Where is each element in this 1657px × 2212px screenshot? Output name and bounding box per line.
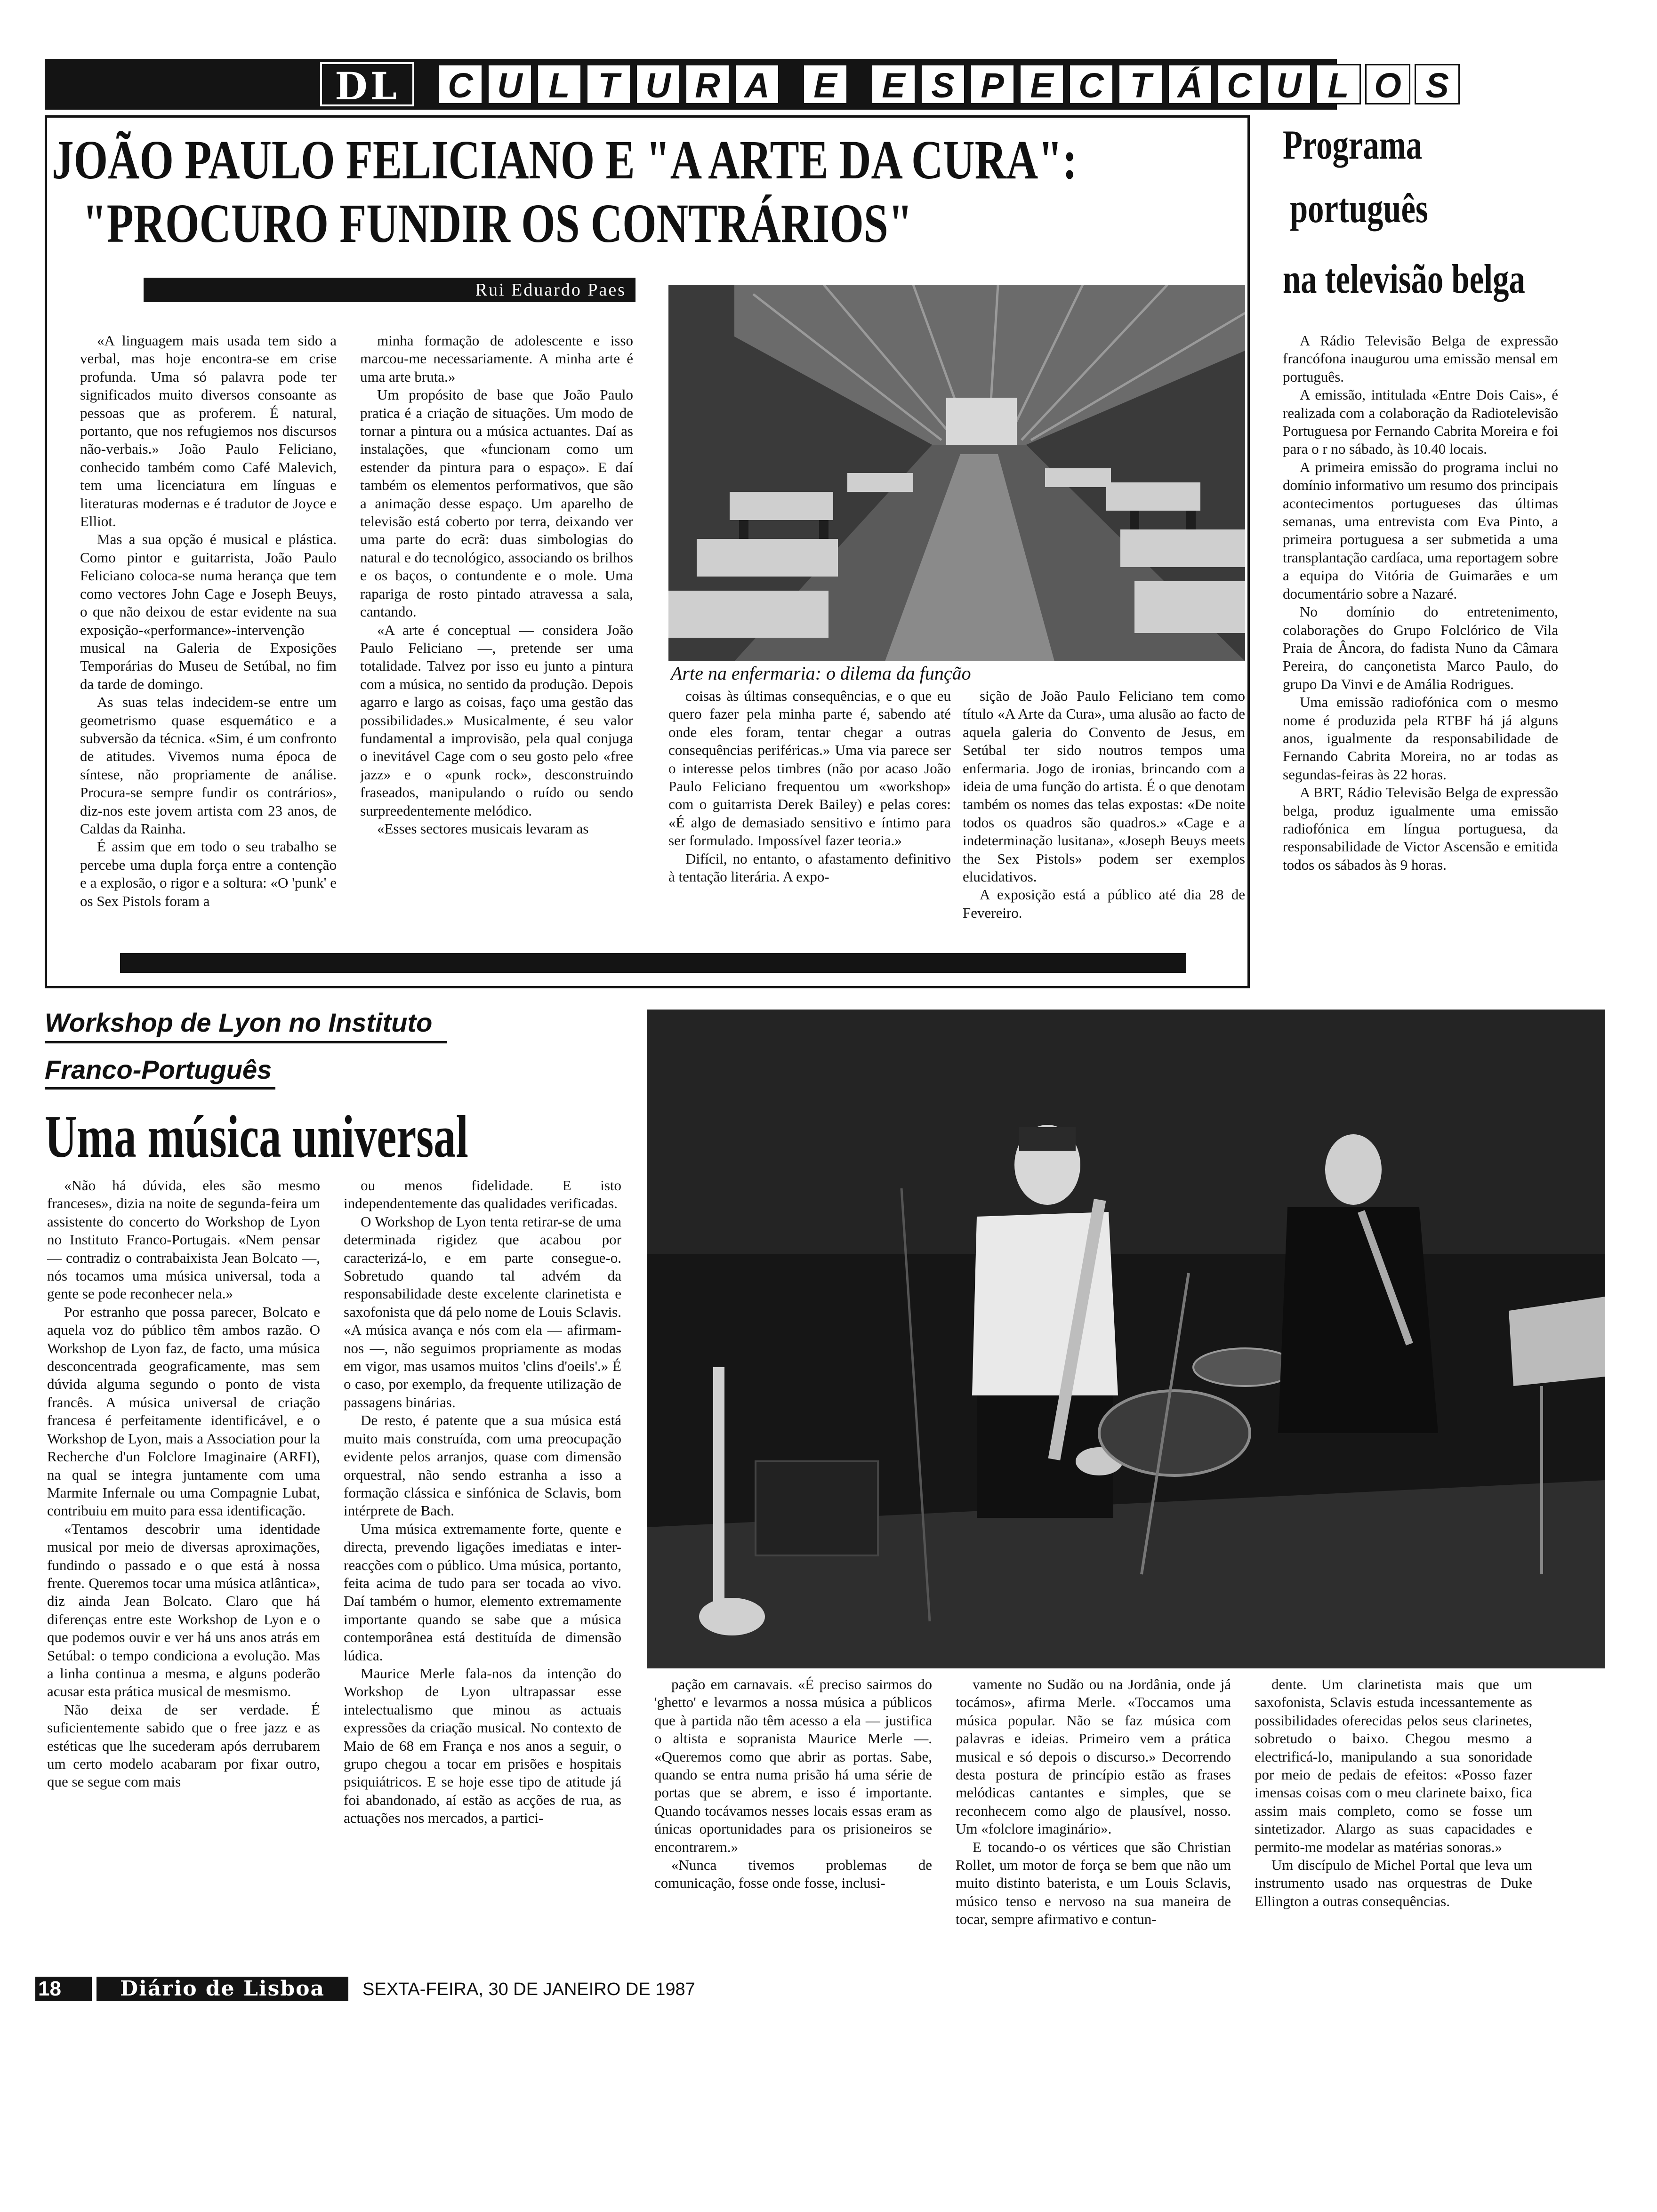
kicker-rule-1 — [45, 1041, 447, 1043]
section-letter: C — [1069, 64, 1114, 104]
paragraph: No domínio do entretenimento, colaborações do Grupo Folclórico de Vila Praia de Âncora, do fadista Nuno da Câmara Pereira, do cançonetista Marco Paulo, do grupo Da Vinvi e de Amália Rodrigues. — [1283, 603, 1558, 692]
paragraph: A primeira emissão do programa inclui no domínio informativo um resumo dos principais acontecimentos portugueses das últimas semanas, uma entrevista com Eva Pinto, a primeira portuguesa a ser submetida a uma transplantação cardíaca, uma reportagem sobre a equipa do Vitória de Guimarães e um documentário sobre a Nazaré. — [1283, 458, 1558, 602]
section-letter: R — [685, 64, 730, 104]
paragraph: minha formação de adolescente e isso marcou-me necessariamente. A minha arte é uma arte bruta.» — [360, 332, 633, 385]
section-letter: U — [1266, 64, 1311, 104]
paragraph: dente. Um clarinetista mais que um saxofonista, Sclavis estuda incessantemente as possibilidades oferecidas pelos seus clarinetes, sobretudo o baixo. Chegou mesmo a electrificá-lo, manipulando a sua sonoridade por meio de pedais de efeitos: «Posso fazer imensas coisas com o meu clarinete baixo, fica assim mais completo, como se fosse um sintetizador. Alargo as suas capacidades e permito-me modelar as matérias sonoras.» — [1255, 1676, 1532, 1855]
bottom-col-1 — [47, 1177, 320, 1972]
section-letter: C — [438, 64, 483, 104]
top-headline-line2: "PROCURO FUNDIR OS CONTRÁRIOS" — [82, 192, 913, 254]
masthead: Diário de Lisboa — [97, 1977, 348, 2001]
paragraph: A emissão, intitulada «Entre Dois Cais», é realizada com a colaboração da Radiotelevisão Portuguesa por Fernando Cabrita Moreira e foi para o r no sábado, às 10.40 locais. — [1283, 386, 1558, 457]
section-letter: L — [537, 64, 582, 104]
section-letter: L — [1316, 64, 1361, 104]
paragraph: Uma música extremamente forte, quente e directa, prevendo ligações imediatas e inter-reacções com o público. Uma música, portanto, feita acima de tudo para ser tocada ao vivo. Daí também o humor, elemento extremamente importante quando se sabe que a música contemporânea está destituída de dimensão lúdica. — [344, 1520, 621, 1664]
side-headline-line1: Programa — [1283, 122, 1423, 168]
paragraph: sição de João Paulo Feliciano tem como título «A Arte da Cura», uma alusão ao facto de aquela galeria do Convento de Jesus, em Setúbal ter sido noutros tempos uma enfermaria. Jogo de ironias, brincando com a ideia de uma função do artista. É o que denotam também os nomes das telas expostas: «De noite todos os quadros são quadros.» «Cage e a indeterminação lusitana», «Joseph Beuys meets the Sex Pistols» podem ser exemplos elucidativos. — [963, 688, 1245, 885]
section-letter: E — [803, 64, 848, 104]
side-headline-line3: na televisão belga — [1283, 256, 1525, 302]
section-letter: S — [920, 64, 965, 104]
paragraph: Por estranho que possa parecer, Bolcato e aquela voz do público têm ambos razão. O Workshop de Lyon faz, de facto, uma música desconcentrada geograficamente, mas sem dúvida alguma segundo o ponto de vista francês. A música universal de criação francesa é perfeitamente identificável, e o Workshop de Lyon, mais a Association pour la Recherche d'un Folclore Imaginaire (ARFI), na qual se integra juntamente com uma Marmite Infernale ou uma Compagnie Lubat, contribuiu em muito para essa identificação. — [47, 1303, 320, 1519]
page-number: 18 — [35, 1977, 92, 2001]
paragraph: Um discípulo de Michel Portal que leva um instrumento usado nas orquestras de Duke Ellington a outras consequências. — [1255, 1857, 1532, 1909]
bottom-col-4 — [956, 1675, 1231, 1972]
paragraph: Mas a sua opção é musical e plástica. Como pintor e guitarrista, João Paulo Feliciano coloca-se numa herança que tem como vectores John Cage e Joseph Beuys, o que não deixou de estar evidente na sua exposição-«performance»-intervenção musical na Galeria de Exposições Temporárias do Museu de Setúbal, no fim da tarde de domingo. — [80, 531, 337, 692]
top-col-2 — [360, 332, 633, 951]
bottom-col-3 — [654, 1675, 932, 1972]
paragraph: É assim que em todo o seu trabalho se percebe uma dupla força entre a contenção e a explosão, o rigor e a soltura: «O 'punk' e os Sex Pistols foram a — [80, 838, 337, 909]
top-article-bottom-rule — [120, 953, 1186, 973]
paragraph: E tocando-o os vértices que são Christian Rollet, um motor de força se bem que não um muito distinto baterista, e um Louis Sclavis, músico tenso e nervoso na sua maneira de tocar, sempre afirmativo e contun- — [956, 1838, 1231, 1928]
paragraph: vamente no Sudão ou na Jordânia, onde já tocámos», afirma Merle. «Toccamos uma música popular. Não se faz música com palavras e ideias. Primeiro vem a prática musical e só depois o discurso.» Decorrendo desta postura de princípio estão as frases melódicas cantantes e simples, que se reconhecem como algo de plausível, nosso. Um «folclore imaginário». — [956, 1676, 1231, 1837]
paragraph: De resto, é patente que a sua música está muito mais construída, com uma preocupação evidente pelos arranjos, quase com dimensão orquestral, não sendo estranha a isso a formação clássica e sinfónica de Sclavis, bom intérprete de Bach. — [344, 1412, 621, 1519]
bottom-col-5 — [1255, 1675, 1532, 1972]
paragraph: A Rádio Televisão Belga de expressão francófona inaugurou uma emissão mensal em português. — [1283, 332, 1558, 385]
paragraph: Não deixa de ser verdade. É suficientemente sabido que o free jazz e as estéticas que lhe sucederam após derrubarem um certo modelo acabaram por fixar outro, que se segue com mais — [47, 1701, 320, 1790]
section-letter: T — [1118, 64, 1163, 104]
issue-date: SEXTA-FEIRA, 30 DE JANEIRO DE 1987 — [362, 1980, 695, 1999]
kicker-line1: Workshop de Lyon no Instituto — [45, 1008, 433, 1037]
paragraph: «Tentamos descobrir uma identidade musical por meio de diversas aproximações, fundindo o passado e o que está à nossa frente. Queremos tocar uma música atlântica», diz ainda Jean Bolcato. Claro que há diferenças entre este Workshop de Lyon e o que podemos ouvir e ver há uns anos atrás em Setúbal: o tempo condiciona a evolução. Mas a linha continua a mesma, e alguns poderão acusar esta prática musical de mesmismo. — [47, 1520, 320, 1700]
paragraph: As suas telas indecidem-se entre um geometrismo quase esquemático e a subversão da técnica. «Sim, é um confronto de atitudes. Vivemos numa época de síntese, não propriamente de análise. Procura-se sempre fundir os contrários», diz-nos este jovem artista com 23 anos, de Caldas da Rainha. — [80, 694, 337, 837]
section-letter: S — [1415, 64, 1460, 104]
paragraph: «A arte é conceptual — considera João Paulo Feliciano —, pretende ser uma totalidade. Talvez por isso eu junto a pintura com a música, no sentido da produção. Depois agarro e largo as coisas, faço uma gestão das possibilidades.» Musicalmente, é seu valor fundamental a improvisão, pela qual conjuga o inevitável Cage com o seu gosto pelo «free jazz» e o «punk rock», desconstruindo fraseados, manipulando o ruído ou sendo surpreedentemente melódico. — [360, 621, 633, 819]
photo-caption: Arte na enfermaria: o dilema da função — [671, 663, 971, 684]
top-col-3 — [668, 687, 951, 951]
bottom-headline: Uma música universal — [45, 1103, 468, 1170]
section-letter: C — [1217, 64, 1262, 104]
top-col-1 — [80, 332, 337, 951]
kicker-line2: Franco-Português — [45, 1055, 272, 1084]
paragraph: ou menos fidelidade. E isto independentemente das qualidades verificadas. — [344, 1177, 621, 1212]
paragraph: O Workshop de Lyon tenta retirar-se de uma determinada rigidez que acabou por caracterizá-lo, e em parte consegue-o. Sobretudo quando tal advém da responsabilidade deste excelente clarinetista e saxofonista que dá pelo nome de Louis Sclavis. «A música avança e nós com ela — afirmam-nos —, não seguimos propriamente as modas em vigor, mas usamos muitos 'clins d'oeils'.» É o caso, por exemplo, da frequente utilização de passagens binárias. — [344, 1213, 621, 1411]
byline: Rui Eduardo Paes — [144, 278, 635, 302]
paragraph: Um propósito de base que João Paulo pratica é a criação de situações. Um modo de tornar a pintura ou a música actuantes. Daí as instalações, que «funcionam como um estender da pintura para o espaço». E daí também os elementos performativos, que são a animação desse espaço. Um aparelho de televisão está coberto por terra, deixando ver uma parte do ecrã: duas simbologias do natural e do tecnológico, associando os brilhos e os baços, o contundente e o mole. Uma rapariga de rosto pintado atravessa a sala, cantando. — [360, 386, 633, 620]
paragraph: pação em carnavais. «É preciso sairmos do 'ghetto' e levarmos a nossa música a públicos que à partida não têm acesso a ela — justifica o altista e sopranista Maurice Merle —. «Queremos como que abrir as portas. Sabe, quando se entra numa prisão há uma série de portas que se abrem, e isso é importante. Quando tocávamos nesses locais essas eram as únicas oportunidades para os prisioneiros se encontrarem.» — [654, 1676, 932, 1855]
infirmary-photo-image — [668, 285, 1245, 661]
paragraph: «Esses sectores musicais levaram as — [377, 820, 589, 837]
section-letter: U — [487, 64, 532, 104]
paragraph: «Nunca tivemos problemas de comunicação, fosse onde fosse, inclusi- — [654, 1857, 932, 1891]
section-letter: E — [871, 64, 916, 104]
paragraph: Difícil, no entanto, o afastamento definitivo à tentação literária. A expo- — [668, 850, 951, 885]
dl-logo: DL — [320, 62, 414, 106]
section-letter: P — [970, 64, 1015, 104]
top-headline-line1: JOÃO PAULO FELICIANO E "A ARTE DA CURA": — [52, 129, 1078, 191]
section-letter: T — [586, 64, 631, 104]
paragraph: Uma emissão radiofónica com o mesmo nome é produzida pela RTBF há já alguns anos, igualmente da responsabilidade de Fernando Cabrita Moreira, no ar todas as segundas-feiras às 22 horas. — [1283, 694, 1558, 783]
section-letter: U — [635, 64, 681, 104]
kicker-rule-2 — [45, 1087, 275, 1090]
paragraph: A exposição está a público até dia 28 de Fevereiro. — [963, 886, 1245, 921]
concert-photo — [647, 1010, 1605, 1668]
top-col-4 — [963, 687, 1245, 951]
paragraph: «A linguagem mais usada tem sido a verbal, mas hoje encontra-se em crise profunda. Uma só palavra pode ter significados muito diversos consoante as pessoas que as proferem. É natural, portanto, que nos refugiemos nos discursos não-verbais.» João Paulo Feliciano, conhecido também como Café Malevich, tem uma licenciatura em línguas e literaturas modernas e é tradutor de Joyce e Elliot. — [80, 332, 337, 530]
side-headline-line2: português — [1290, 186, 1428, 232]
paragraph: «Não há dúvida, eles são mesmo franceses», dizia na noite de segunda-feira um assistente do concerto do Workshop de Lyon no Instituto Franco-Portugais. «Nem pensar — contradiz o contrabaixista Jean Bolcato —, nós tocamos uma música universal, toda a gente se pode reconhecer nela.» — [47, 1177, 320, 1302]
section-letter: E — [1019, 64, 1064, 104]
paragraph: Maurice Merle fala-nos da intenção do Workshop de Lyon ultrapassar esse intelectualismo que minou as actuais expressões da criação musical. No contexto de Maio de 68 em França e nos anos a seguir, o grupo chegou a tocar em prisões e hospitais psiquiátricos. E se hoje esse tipo de atitude já foi abandonado, aí estão as acções de rua, as actuações nos mercados, a partici- — [344, 1665, 621, 1827]
paragraph: A BRT, Rádio Televisão Belga de expressão belga, produz igualmente uma emissão radiofónica em língua portuguesa, da responsabilidade de Victor Ascensão e emitida todos os sábados às 9 horas. — [1283, 784, 1558, 873]
section-letter: Á — [1167, 64, 1213, 104]
section-letter: A — [734, 64, 780, 104]
concert-photo-image — [647, 1010, 1605, 1668]
bottom-col-2 — [344, 1177, 621, 1972]
paragraph: coisas às últimas consequências, e o que eu quero fazer pela minha parte é, sabendo até onde eles foram, tentar chegar a outras consequências periféricas.» Uma via parece ser o interesse pelos timbres (não por acaso João Paulo Feliciano frequentou um «workshop» com o guitarrista Derek Bailey) e pelas cores: «É algo de demasiado sensitivo e íntimo para ser formulado. Impossível fazer teoria.» — [668, 688, 951, 849]
section-letter: O — [1365, 64, 1410, 104]
infirmary-photo — [668, 285, 1245, 661]
side-article-body — [1283, 332, 1558, 986]
